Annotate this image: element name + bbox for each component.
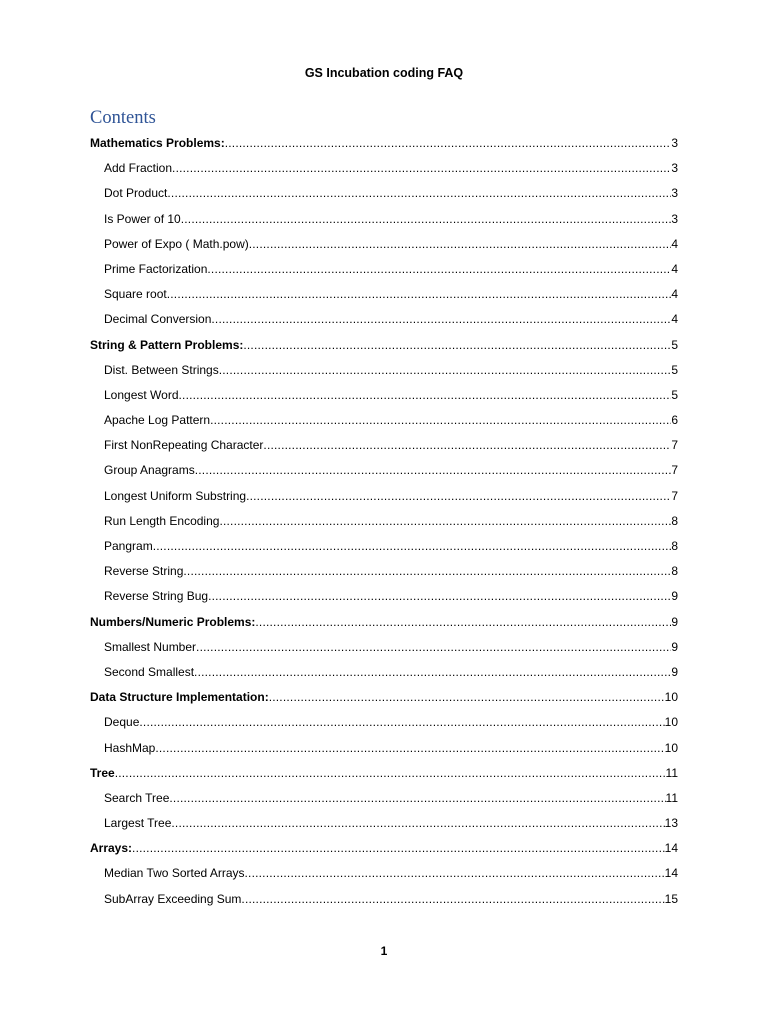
toc-entry-page: 11 [665,790,678,805]
toc-entry-page: 4 [671,287,678,302]
toc-entry-label: Group Anagrams [104,463,195,478]
toc-subsection-entry[interactable] [90,413,678,438]
toc-entry-label: HashMap [104,740,156,755]
toc-entry-label: Square root [104,287,167,302]
toc-entry-page: 4 [671,236,678,251]
toc-subsection-entry[interactable] [90,312,678,337]
toc-entry-label: Longest Word [104,387,179,402]
toc-section-entry[interactable] [90,690,678,715]
toc-entry-page: 10 [664,690,678,705]
toc-entry-label: Deque [104,715,140,730]
toc-entry-label: Run Length Encoding [104,513,220,528]
toc-section-entry[interactable] [90,841,678,866]
toc-dot-leader [153,539,672,554]
toc-dot-leader [139,715,664,730]
toc-entry-label: Prime Factorization [104,261,208,276]
toc-entry-page: 9 [671,589,678,604]
toc-dot-leader [263,438,671,453]
toc-entry-page: 4 [671,312,678,327]
toc-entry-page: 14 [664,841,678,856]
toc-subsection-entry[interactable] [90,715,678,740]
toc-subsection-entry[interactable] [90,539,678,564]
toc-entry-label: First NonRepeating Character [104,438,264,453]
table-of-contents [90,136,678,917]
toc-entry-page: 7 [671,463,678,478]
toc-dot-leader [115,766,666,781]
toc-subsection-entry[interactable] [90,262,678,287]
toc-entry-page: 8 [671,513,678,528]
toc-entry-label: SubArray Exceeding Sum [104,891,242,906]
toc-entry-page: 5 [671,387,678,402]
toc-dot-leader [210,413,671,428]
toc-entry-page: 7 [671,488,678,503]
toc-entry-page: 3 [671,161,678,176]
toc-entry-page: 10 [664,740,678,755]
toc-dot-leader [249,237,672,252]
toc-entry-page: 9 [671,614,678,629]
toc-dot-leader [181,212,672,227]
toc-dot-leader [241,892,664,907]
toc-entry-label: Data Structure Implementation: [90,690,269,705]
toc-entry-page: 3 [671,211,678,226]
toc-entry-label: Tree [90,765,115,780]
toc-subsection-entry[interactable] [90,564,678,589]
toc-entry-page: 5 [671,337,678,352]
toc-subsection-entry[interactable] [90,665,678,690]
toc-subsection-entry[interactable] [90,237,678,262]
toc-dot-leader [196,640,671,655]
toc-entry-label: String & Pattern Problems: [90,337,244,352]
toc-entry-label: Add Fraction [104,161,173,176]
toc-subsection-entry[interactable] [90,363,678,388]
toc-entry-page: 9 [671,664,678,679]
toc-dot-leader [195,463,672,478]
toc-subsection-entry[interactable] [90,186,678,211]
toc-entry-page: 15 [664,891,678,906]
toc-dot-leader [255,615,671,630]
toc-subsection-entry[interactable] [90,791,678,816]
toc-dot-leader [225,136,672,151]
toc-subsection-entry[interactable] [90,438,678,463]
toc-subsection-entry[interactable] [90,489,678,514]
toc-dot-leader [155,741,664,756]
toc-dot-leader [167,287,672,302]
toc-entry-label: Longest Uniform Substring [104,488,247,503]
toc-subsection-entry[interactable] [90,287,678,312]
toc-entry-label: Dist. Between Strings [104,362,219,377]
toc-section-entry[interactable] [90,766,678,791]
toc-entry-label: Decimal Conversion [104,312,212,327]
toc-dot-leader [167,186,671,201]
toc-entry-label: Reverse String Bug [104,589,209,604]
toc-entry-label: Is Power of 10 [104,211,181,226]
toc-entry-page: 5 [671,362,678,377]
toc-dot-leader [132,841,665,856]
document-title: GS Incubation coding FAQ [304,66,464,80]
toc-dot-leader [194,665,671,680]
toc-subsection-entry[interactable] [90,212,678,237]
toc-subsection-entry[interactable] [90,589,678,614]
toc-dot-leader [246,489,671,504]
toc-entry-page: 8 [671,539,678,553]
toc-subsection-entry[interactable] [90,741,678,766]
toc-dot-leader [211,312,671,327]
toc-entry-page: 11 [665,765,678,780]
toc-dot-leader [207,262,671,277]
toc-heading: Contents [90,108,156,128]
toc-subsection-entry[interactable] [90,640,678,665]
toc-entry-page: 14 [664,866,678,881]
toc-subsection-entry[interactable] [90,816,678,841]
toc-entry-page: 6 [671,413,678,428]
toc-entry-label: Pangram [104,539,153,553]
toc-entry-label: Reverse String [104,564,184,579]
toc-dot-leader [243,338,671,353]
toc-entry-page: 7 [671,438,678,453]
toc-entry-page: 9 [671,639,678,654]
toc-entry-page: 4 [671,261,678,276]
toc-dot-leader [179,388,672,403]
toc-entry-label: Apache Log Pattern [104,413,211,428]
toc-entry-page: 8 [671,564,678,579]
toc-dot-leader [208,589,671,604]
toc-entry-label: Second Smallest [104,664,195,679]
toc-subsection-entry[interactable] [90,892,678,917]
toc-dot-leader [172,161,671,176]
toc-dot-leader [183,564,671,579]
toc-entry-page: 3 [671,136,678,150]
toc-dot-leader [219,363,672,378]
toc-subsection-entry[interactable] [90,514,678,539]
toc-entry-label: Search Tree [104,790,170,805]
toc-section-entry[interactable] [90,338,678,363]
toc-subsection-entry[interactable] [90,866,678,891]
toc-entry-label: Largest Tree [104,816,172,831]
toc-entry-page: 3 [671,186,678,201]
toc-entry-label: Power of Expo ( Math.pow) [104,236,249,251]
toc-entry-label: Numbers/Numeric Problems: [90,614,256,629]
toc-dot-leader [169,791,665,806]
toc-dot-leader [171,816,664,831]
toc-dot-leader [245,866,665,881]
toc-subsection-entry[interactable] [90,161,678,186]
toc-entry-label: Smallest Number [104,639,197,654]
toc-section-entry[interactable] [90,136,678,161]
toc-entry-label: Dot Product [104,186,168,201]
toc-entry-label: Mathematics Problems: [90,136,225,150]
toc-dot-leader [219,514,671,529]
toc-dot-leader [269,690,665,705]
toc-entry-label: Arrays: [90,841,133,856]
toc-entry-label: Median Two Sorted Arrays [104,866,245,881]
toc-entry-page: 13 [664,816,678,831]
toc-subsection-entry[interactable] [90,463,678,488]
page-number: 1 [380,944,388,958]
toc-subsection-entry[interactable] [90,388,678,413]
toc-section-entry[interactable] [90,615,678,640]
toc-entry-page: 10 [664,715,678,730]
